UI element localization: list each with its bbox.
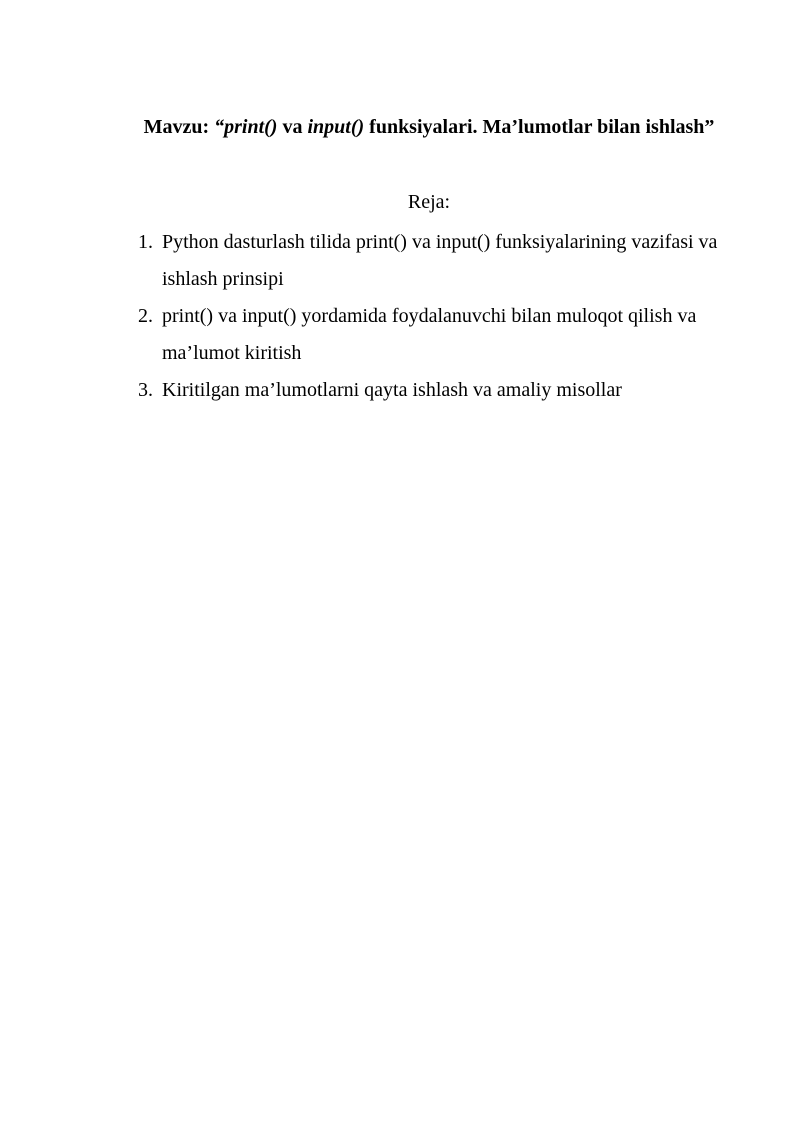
plan-item-text: Kiritilgan ma’lumotlarni qayta ishlash va amaliy misollar <box>162 379 622 401</box>
plan-item-2 <box>138 298 743 372</box>
title-connector: va <box>277 116 308 138</box>
title-suffix: funksiyalari. Ma’lumotlar bilan ishlash” <box>364 116 715 138</box>
plan-item-text: Python dasturlash tilida print() va input() funksiyalarining vazifasi va ishlash prinsipi <box>162 231 718 290</box>
plan-list <box>138 224 743 409</box>
plan-heading: Reja: <box>407 191 451 213</box>
title-func-print: “print() <box>214 116 278 138</box>
plan-item-number: 1. <box>138 231 153 253</box>
plan-item-1 <box>138 224 743 298</box>
plan-item-number: 2. <box>138 305 153 327</box>
plan-item-number: 3. <box>138 379 153 401</box>
title-prefix: Mavzu: <box>143 116 215 138</box>
title-func-input: input() <box>307 116 365 138</box>
plan-item-3 <box>138 372 743 409</box>
plan-item-text: print() va input() yordamida foydalanuvchi bilan muloqot qilish va ma’lumot kiritish <box>162 305 697 364</box>
document-title <box>0 114 800 140</box>
